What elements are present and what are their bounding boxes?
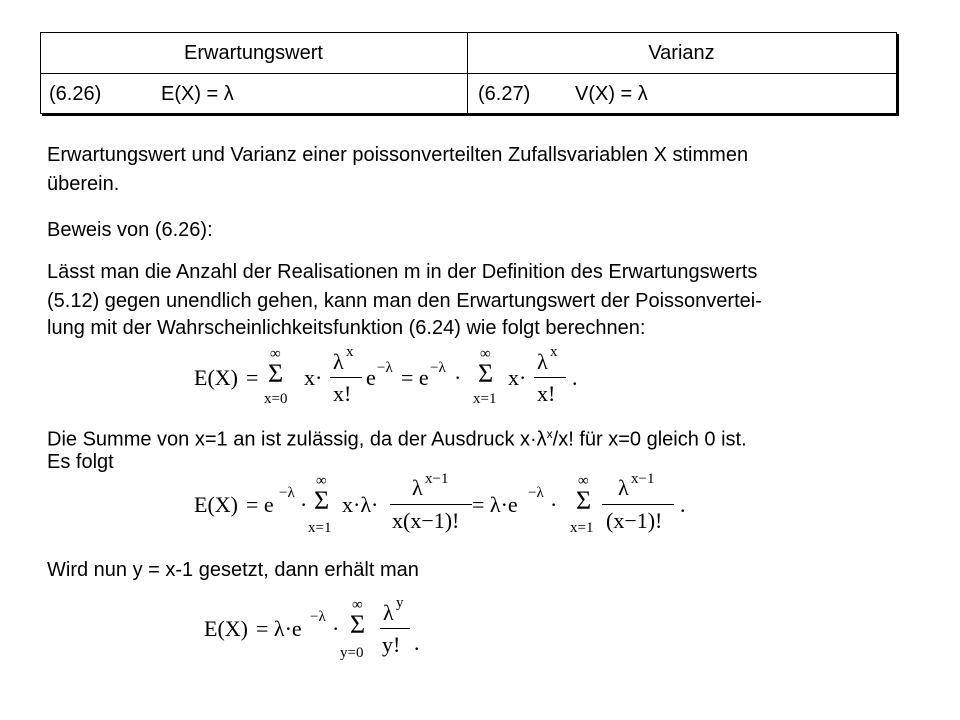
eq1-numerator-b: λ [537, 349, 548, 374]
eq1-equals: = [246, 365, 259, 390]
eq3-sum-sign: Σ [350, 610, 366, 639]
table-header-variance: Varianz [648, 42, 715, 64]
formula-number-6-26: (6.26) [49, 83, 102, 105]
eq3-dot: · [332, 616, 340, 641]
eq2-numerator-sup-a: x−1 [425, 471, 449, 487]
eq1-sum-top-b: ∞ [480, 346, 491, 362]
eq2-fraction-bar-a [390, 504, 472, 505]
eq3-exp-sup: −λ [310, 609, 326, 625]
eq1-sum-bottom-b: x=1 [473, 391, 497, 407]
eq3-end: . [414, 630, 420, 655]
equation-expectation-transform [192, 472, 712, 546]
eq1-middle: = e [401, 365, 429, 390]
eq3-numerator: λ [383, 600, 394, 625]
equation-expectation-result [202, 594, 442, 668]
eq3-fraction-bar [380, 628, 410, 629]
eq2-fraction-bar-b [602, 504, 674, 505]
eq1-denominator-b: x! [537, 381, 556, 406]
eq2-exp-sup-b: −λ [528, 485, 544, 501]
paragraph-1-line-2: überein. [47, 173, 120, 195]
paragraph-3-line-1 [47, 420, 747, 454]
formula-expectation: E(X) = λ [161, 83, 234, 105]
eq2-end: . [680, 492, 686, 517]
eq2-x-lambda: x·λ· [342, 492, 379, 517]
eq1-fraction-bar-b [534, 377, 566, 378]
eq3-sum-top: ∞ [352, 597, 363, 613]
eq2-sum-bottom-a: x=1 [308, 520, 332, 536]
eq2-denominator-b: (x−1)! [606, 508, 663, 533]
formula-variance: V(X) = λ [575, 83, 648, 105]
eq1-fraction-bar-a [330, 377, 362, 378]
eq1-numerator-sup-b: x [550, 344, 558, 360]
paragraph-3-line-2: Es folgt [47, 451, 114, 473]
eq3-denominator: y! [382, 632, 401, 657]
eq2-equals-e: = e [246, 492, 274, 517]
eq1-dot: · [454, 365, 462, 390]
paragraph-4: Wird nun y = x-1 gesetzt, dann erhält man [47, 559, 419, 581]
eq1-exp-sup: −λ [377, 360, 393, 376]
eq2-sum-top-a: ∞ [316, 473, 327, 489]
paragraph-2-line-2: (5.12) gegen unendlich gehen, kann man den Erwartungswert der Poissonvertei- [47, 290, 762, 312]
eq1-numerator-a: λ [333, 349, 344, 374]
eq1-exp-base: e [366, 365, 376, 390]
table-header-expectation: Erwartungswert [184, 42, 323, 64]
eq2-dot-a: · [300, 492, 308, 517]
paragraph-2-line-1: Lässt man die Anzahl der Realisationen m in der Definition des Erwartungswerts [47, 261, 758, 283]
eq1-sum-bottom-a: x=0 [264, 391, 288, 407]
eq2-lhs: E(X) [194, 492, 238, 517]
eq1-sum-sign-b: Σ [478, 359, 494, 388]
equation-expectation-sum [190, 345, 610, 415]
formula-table [40, 32, 897, 114]
eq2-dot-b: · [550, 492, 558, 517]
eq3-numerator-sup: y [396, 595, 404, 611]
eq1-sum-top-a: ∞ [270, 346, 281, 362]
eq2-numerator-a: λ [412, 475, 423, 500]
eq2-sum-sign-a: Σ [314, 486, 330, 515]
eq2-numerator-b: λ [618, 475, 629, 500]
eq1-x-dot-a: x· [304, 365, 323, 390]
eq2-exp-sup: −λ [279, 485, 295, 501]
eq1-lhs: E(X) [194, 365, 238, 390]
eq2-sum-bottom-b: x=1 [570, 520, 594, 536]
eq2-denominator-a: x(x−1)! [392, 508, 460, 533]
formula-number-6-27: (6.27) [478, 83, 531, 105]
eq3-equals-lambda: = λ·e [256, 616, 302, 641]
paragraph-1-line-1: Erwartungswert und Varianz einer poissonverteilten Zufallsvariablen X stimmen [47, 144, 749, 166]
proof-heading: Beweis von (6.26): [47, 219, 213, 241]
paragraph-3-suffix: /x! für x=0 gleich 0 ist. [552, 428, 747, 451]
paragraph-3-prefix: Die Summe von x=1 an ist zulässig, da der Ausdruck x·λ [47, 428, 547, 451]
eq3-lhs: E(X) [204, 616, 248, 641]
paragraph-2-line-3: lung mit der Wahrscheinlichkeitsfunktion (6.24) wie folgt berechnen: [47, 317, 646, 339]
eq1-numerator-sup-a: x [346, 344, 354, 360]
paragraph-3-superscript: x [546, 427, 553, 441]
eq1-end: . [572, 365, 578, 390]
eq2-sum-sign-b: Σ [576, 486, 592, 515]
eq2-numerator-sup-b: x−1 [631, 471, 655, 487]
eq1-middle-sup: −λ [430, 360, 446, 376]
eq1-denominator-a: x! [333, 381, 352, 406]
eq2-equals-lambda: = λ·e [472, 492, 518, 517]
eq1-sum-sign-a: Σ [268, 359, 284, 388]
eq2-sum-top-b: ∞ [578, 473, 589, 489]
table-row-divider [40, 73, 897, 74]
eq3-sum-bottom: y=0 [340, 645, 364, 661]
eq1-x-dot-b: x· [508, 365, 527, 390]
